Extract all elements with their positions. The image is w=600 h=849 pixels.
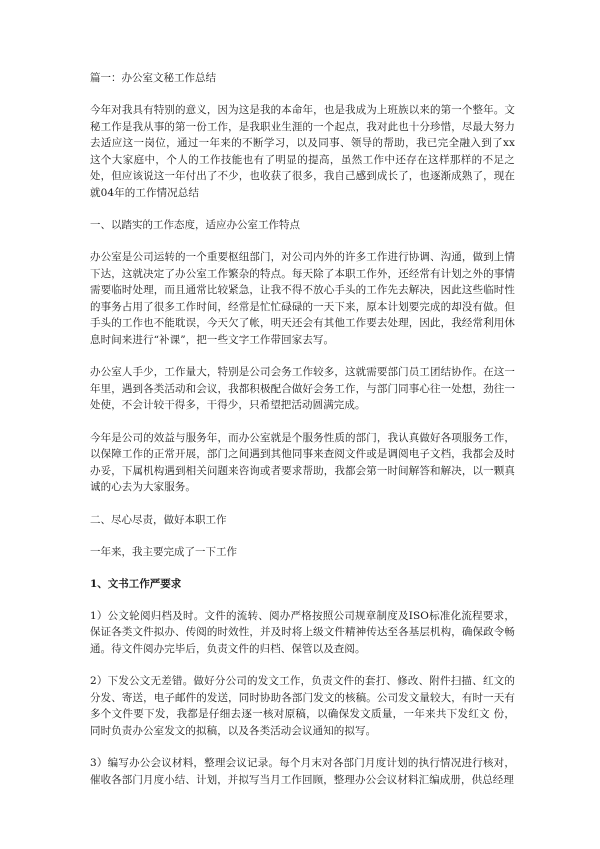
- section1-paragraph-3: 今年是公司的效益与服务年，而办公室就是个服务性质的部门，我认真做好各项服务工作，以保障工作的正常开展，部门之间遇到其他同事来查阅文件或是调阅电子文档，我都会及时办妥，下属机构遇到相关问题来咨询或者要求帮助，我都会第一时间解答和解决，以一颗真诚的心去为大家服务。: [90, 431, 515, 493]
- section2-heading: 二、尽心尽责，做好本职工作: [90, 513, 227, 526]
- section1-paragraph-2: 办公室人手少，工作量大，特别是公司会务工作较多，这就需要部门员工团结协作。在这一年里，遇到各类活动和会议，我都积极配合做好会务工作，与部门同事心往一处想，劲往一处使，不会计较干得多，干得少，只希望把活动圆满完成。: [90, 366, 515, 411]
- subsection1-heading: 1、文书工作严要求: [90, 577, 182, 590]
- section1-heading: 一、以踏实的工作态度，适应办公室工作特点: [90, 219, 300, 231]
- section1-paragraph-1: 办公室是公司运转的一个重要枢纽部门，对公司内外的许多工作进行协调、沟通，做到上情下达，这就决定了办公室工作繁杂的特点。每天除了本职工作外，还经常有计划之外的事情需要临时处理，而且通常比较紧急，让我不得不放心手头的工作先去解决，因此这些临时性的事务占用了很多工作时间，经常是忙忙碌碌的一天下来，原本计划要完成的却没有做。但手头的工作也不能耽误，今天欠了帐，明天还会有其他工作要去处理，因此，我经常利用休息时间来进行“补课”，把一些文字工作带回家去写。: [90, 251, 515, 346]
- intro-paragraph: 今年对我具有特别的意义，因为这是我的本命年，也是我成为上班族以来的第一个整年。文秘工作是我从事的第一份工作，是我职业生涯的一个起点，我对此也十分珍惜，尽最大努力去适应这一岗位，通过一年来的不断学习，以及同事、领导的帮助，我已完全融入到了xx这个大家庭中，个人的工作技能也有了明显的提高，虽然工作中还存在这样那样的不足之处，但应该说这一年付出了不少，也收获了很多，我自己感到成长了，也逐渐成熟了，现在就04年的工作情况总结: [90, 104, 515, 199]
- list-item-1: 1）公文轮阅归档及时。文件的流转、阅办严格按照公司规章制度及ISO标准化流程要求，保证各类文件拟办、传阅的时效性，并及时将上级文件精神传达至各基层机构，确保政令畅通。待文件阅办完毕后，负责文件的归档、保管以及查阅。: [90, 609, 515, 655]
- list-item-3: 3）编写办公会议材料，整理会议记录。每个月末对各部门月度计划的执行情况进行核对，催收各部门月度小结、计划，并拟写当月工作回顾，整理办公会议材料汇编成册，供总经理: [90, 757, 515, 786]
- list-item-2: 2）下发公文无差错。做好分公司的发文工作，负责文件的套打、修改、附件扫描、红文的分发、寄送，电子邮件的发送，同时协助各部门发文的核稿。公司发文量较大，有时一天有多个文件要下发，我都是仔细去逐一核对原稿，以确保发文质量，一年来共下发红文 份，同时负责办公室发文的拟稿，以及各类活动会议通知的拟写。: [90, 675, 515, 737]
- section2-lead: 一年来，我主要完成了一下工作: [90, 545, 237, 558]
- document-title: 篇一：办公室文秘工作总结: [90, 72, 216, 84]
- document-body: [90, 70, 515, 804]
